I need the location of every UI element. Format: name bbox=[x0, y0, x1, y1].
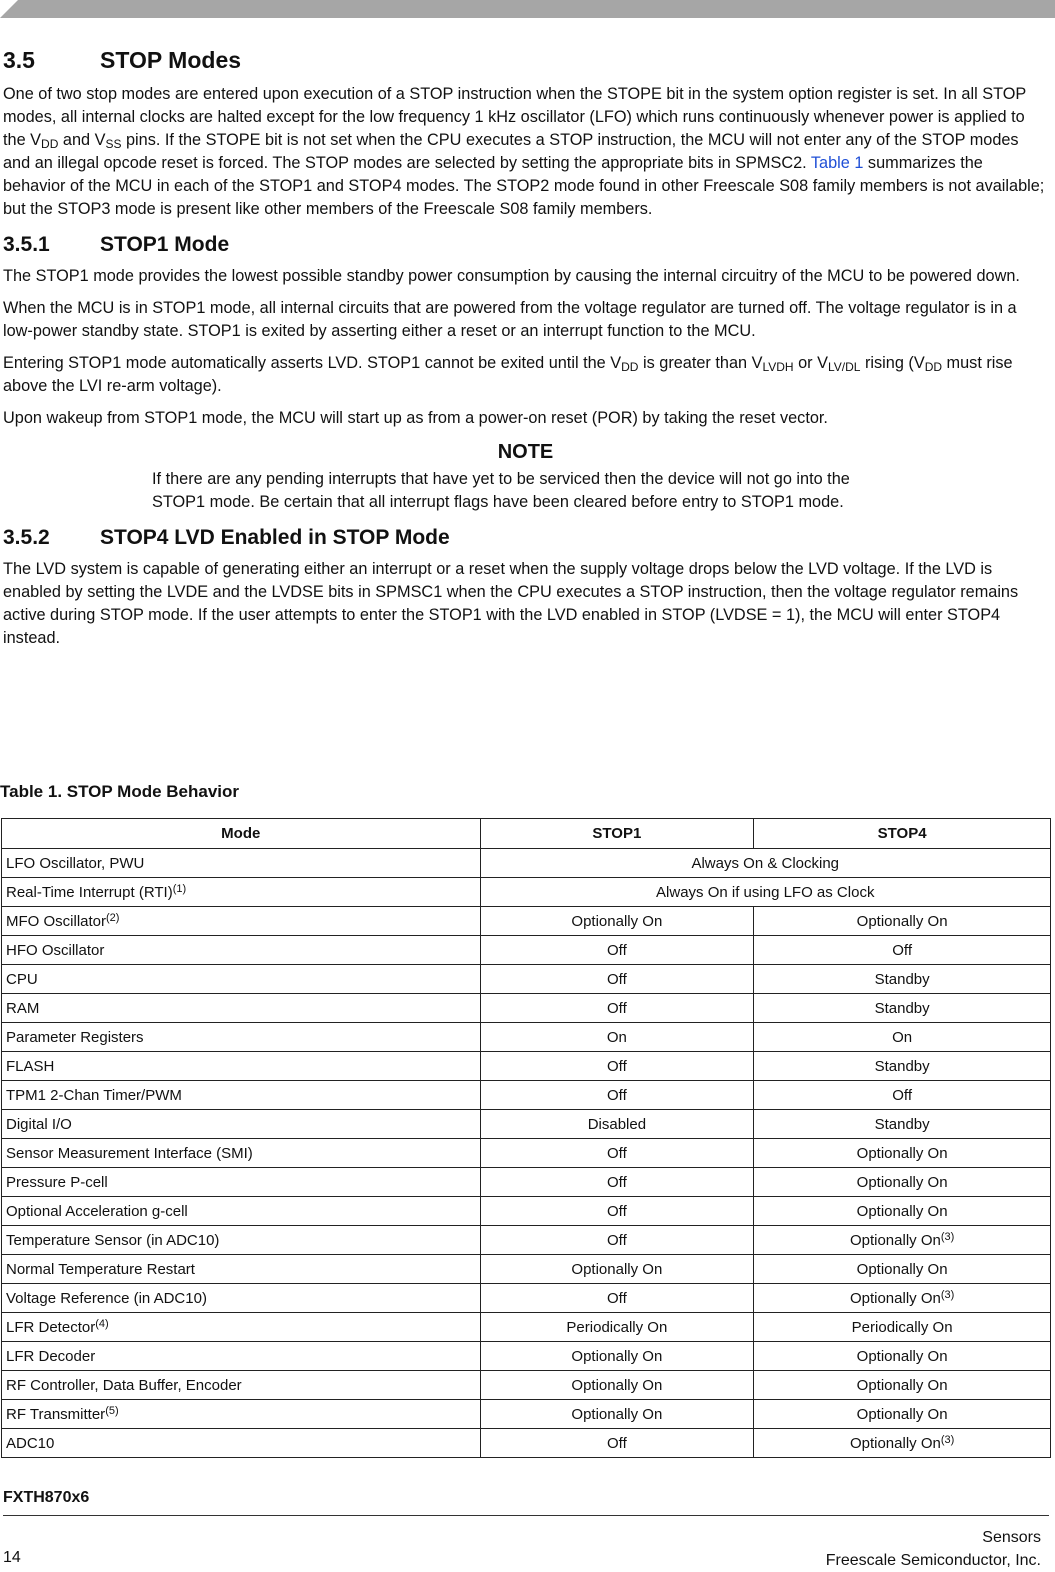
table-row bbox=[2, 1226, 1051, 1255]
stop1-cell: Periodically On bbox=[480, 1313, 754, 1342]
stop1-cell: Off bbox=[480, 1226, 754, 1255]
mode-cell: Voltage Reference (in ADC10) bbox=[2, 1284, 481, 1313]
note-title: NOTE bbox=[497, 441, 554, 463]
table-row bbox=[2, 1429, 1051, 1458]
stop4-cell: Standby bbox=[754, 994, 1051, 1023]
mode-cell: Sensor Measurement Interface (SMI) bbox=[2, 1139, 481, 1168]
mode-cell: RF Transmitter$^{(5)}$ bbox=[2, 1400, 481, 1429]
stop1-cell: Optionally On bbox=[480, 1255, 754, 1284]
stop4-cell: Optionally On bbox=[754, 1255, 1051, 1284]
table-row bbox=[2, 1342, 1051, 1371]
stop4-paragraph: The LVD system is capable of generating either an interrupt or a reset when the supply voltage drops below the LVD voltage. If the LVD is enabled by setting the LVDE and the LVDSE bits in SPMSC1 when the CPU executes a STOP instruction, then the voltage regulator remains active during STOP mode. If the user attempts to enter the STOP1 with the LVD enabled in STOP (LVDSE = 1), the MCU will enter STOP4 instead. bbox=[3, 560, 1019, 647]
stop1-number: 3.5.1 bbox=[3, 233, 50, 256]
mode-cell: HFO Oscillator bbox=[2, 936, 481, 965]
stop4-cell: Standby bbox=[754, 965, 1051, 994]
stop4-cell: Optionally On$^{(3)}$ bbox=[754, 1226, 1051, 1255]
stop4-cell: Optionally On$^{(3)}$ bbox=[754, 1284, 1051, 1313]
mode-cell: LFR Detector$^{(4)}$ bbox=[2, 1313, 481, 1342]
table-row bbox=[2, 936, 1051, 965]
intro-paragraph: One of two stop modes are entered upon execution of a STOP instruction when the STOPE bit in the system option register is set. In all STOP modes, all internal clocks are halted except for the low frequency 1 kHz oscillator (LFO) which runs continuously whenever power is applied to the $V_{DD}$ and $V_{SS}$ pins. If the STOPE bit is not set when the CPU executes a STOP instruction, the MCU will not enter any of the STOP modes and an illegal opcode reset is forced. The STOP modes are selected by setting the appropriate bits in SPMSC2. Table 1 summarizes the behavior of the MCU in each of the STOP1 and STOP4 modes. The STOP2 mode found in other Freescale S08 family members is not available; but the STOP3 mode is present like other members of the Freescale S08 family members. bbox=[3, 85, 1045, 218]
stop1-paragraph-4: Upon wakeup from STOP1 mode, the MCU will start up as from a power-on reset (POR) by taking the reset vector. bbox=[3, 409, 828, 427]
table-row bbox=[2, 1284, 1051, 1313]
page-number: 14 bbox=[3, 1549, 21, 1566]
mode-cell: Normal Temperature Restart bbox=[2, 1255, 481, 1284]
stop1-cell: Disabled bbox=[480, 1110, 754, 1139]
stop1-cell: Optionally On bbox=[480, 907, 754, 936]
stop4-cell: Optionally On bbox=[754, 1139, 1051, 1168]
stop4-cell: On bbox=[754, 1023, 1051, 1052]
stop1-cell: Off bbox=[480, 1429, 754, 1458]
table-header-row bbox=[2, 819, 1051, 849]
stop1-cell: On bbox=[480, 1023, 754, 1052]
mode-cell: Parameter Registers bbox=[2, 1023, 481, 1052]
stop1-cell: Off bbox=[480, 1284, 754, 1313]
footer-doc-id: FXTH870x6 bbox=[3, 1489, 90, 1506]
table-row bbox=[2, 907, 1051, 936]
stop4-cell: Optionally On bbox=[754, 1371, 1051, 1400]
stop1-title: STOP1 Mode bbox=[100, 233, 230, 256]
stop4-cell: Standby bbox=[754, 1052, 1051, 1081]
stop4-number: 3.5.2 bbox=[3, 526, 50, 549]
header-stop1: STOP1 bbox=[480, 819, 754, 849]
mode-cell: ADC10 bbox=[2, 1429, 481, 1458]
stop1-cell: Off bbox=[480, 1052, 754, 1081]
mode-cell: CPU bbox=[2, 965, 481, 994]
stop-mode-table bbox=[1, 818, 1051, 1458]
stop4-cell: Off bbox=[754, 936, 1051, 965]
mode-cell: MFO Oscillator$^{(2)}$ bbox=[2, 907, 481, 936]
mode-cell: Pressure P-cell bbox=[2, 1168, 481, 1197]
table-body bbox=[2, 849, 1051, 1458]
footer-publisher bbox=[826, 1526, 1041, 1572]
mode-cell: Real-Time Interrupt (RTI)$^{(1)}$ bbox=[2, 878, 481, 907]
table-row bbox=[2, 1400, 1051, 1429]
stop1-cell: Optionally On bbox=[480, 1342, 754, 1371]
section-heading bbox=[3, 45, 1048, 75]
stop1-cell: Optionally On bbox=[480, 1400, 754, 1429]
stop1-cell: Optionally On bbox=[480, 1371, 754, 1400]
merged-value-cell: Always On if using LFO as Clock bbox=[480, 878, 1051, 907]
stop1-heading bbox=[3, 231, 1048, 259]
table-row bbox=[2, 1110, 1051, 1139]
footer-company: Freescale Semiconductor, Inc. bbox=[825, 1552, 1041, 1569]
stop4-cell: Standby bbox=[754, 1110, 1051, 1139]
stop4-cell: Off bbox=[754, 1081, 1051, 1110]
table-row bbox=[2, 1081, 1051, 1110]
mode-cell: Optional Acceleration g-cell bbox=[2, 1197, 481, 1226]
table-row bbox=[2, 878, 1051, 907]
stop1-cell: Off bbox=[480, 1168, 754, 1197]
stop1-cell: Off bbox=[480, 1139, 754, 1168]
stop1-paragraph-1: The STOP1 mode provides the lowest possible standby power consumption by causing the internal circuitry of the MCU to be powered down. bbox=[3, 267, 1020, 285]
mode-cell: LFR Decoder bbox=[2, 1342, 481, 1371]
stop1-cell: Off bbox=[480, 1197, 754, 1226]
stop4-cell: Optionally On bbox=[754, 907, 1051, 936]
stop1-paragraph-3: Entering STOP1 mode automatically asserts LVD. STOP1 cannot be exited until the $V_{DD}$ is greater than $V_{LVDH}$ or $V_{LV/DL}$ rising ($V_{DD}$ must rise above the LVI re-arm voltage). bbox=[3, 354, 1013, 395]
table-caption: Table 1. STOP Mode Behavior bbox=[0, 782, 240, 801]
stop1-cell: Off bbox=[480, 936, 754, 965]
header-mode: Mode bbox=[2, 819, 481, 849]
page-content bbox=[3, 40, 1048, 659]
mode-cell: Digital I/O bbox=[2, 1110, 481, 1139]
stop4-cell: Optionally On bbox=[754, 1168, 1051, 1197]
stop4-cell: Optionally On$^{(3)}$ bbox=[754, 1429, 1051, 1458]
stop1-cell: Off bbox=[480, 1081, 754, 1110]
mode-cell: TPM1 2-Chan Timer/PWM bbox=[2, 1081, 481, 1110]
table-row bbox=[2, 965, 1051, 994]
table-row bbox=[2, 849, 1051, 878]
note-body: If there are any pending interrupts that have yet to be serviced then the device will not go into the STOP1 mode. Be certain that all interrupt flags have been cleared before entry to STOP1 mode. bbox=[152, 470, 850, 511]
section-title: STOP Modes bbox=[100, 47, 242, 73]
stop4-cell: Periodically On bbox=[754, 1313, 1051, 1342]
footer-category: Sensors bbox=[982, 1529, 1041, 1546]
table-row bbox=[2, 1255, 1051, 1284]
stop4-cell: Optionally On bbox=[754, 1342, 1051, 1371]
stop1-cell: Off bbox=[480, 965, 754, 994]
stop4-cell: Optionally On bbox=[754, 1400, 1051, 1429]
stop4-heading bbox=[3, 524, 1048, 552]
mode-cell: Temperature Sensor (in ADC10) bbox=[2, 1226, 481, 1255]
stop4-cell: Optionally On bbox=[754, 1197, 1051, 1226]
mode-cell: RF Controller, Data Buffer, Encoder bbox=[2, 1371, 481, 1400]
header-bar bbox=[0, 0, 1055, 18]
table-1-link[interactable]: Table 1 bbox=[810, 154, 864, 172]
table-row bbox=[2, 1313, 1051, 1342]
stop1-paragraph-2: When the MCU is in STOP1 mode, all internal circuits that are powered from the voltage regulator are turned off. The voltage regulator is in a low-power standby state. STOP1 is exited by asserting either a reset or an interrupt function to the MCU. bbox=[3, 299, 1017, 340]
table-row bbox=[2, 1052, 1051, 1081]
table-row bbox=[2, 1139, 1051, 1168]
table-row bbox=[2, 1168, 1051, 1197]
table-row bbox=[2, 1197, 1051, 1226]
table-row bbox=[2, 994, 1051, 1023]
mode-cell: RAM bbox=[2, 994, 481, 1023]
stop1-cell: Off bbox=[480, 994, 754, 1023]
table-row bbox=[2, 1371, 1051, 1400]
stop4-title: STOP4 LVD Enabled in STOP Mode bbox=[100, 526, 450, 549]
footer-divider bbox=[3, 1515, 1049, 1516]
section-number: 3.5 bbox=[3, 47, 35, 73]
merged-value-cell: Always On & Clocking bbox=[480, 849, 1051, 878]
header-stop4: STOP4 bbox=[754, 819, 1051, 849]
mode-cell: FLASH bbox=[2, 1052, 481, 1081]
mode-cell: LFO Oscillator, PWU bbox=[2, 849, 481, 878]
table-row bbox=[2, 1023, 1051, 1052]
